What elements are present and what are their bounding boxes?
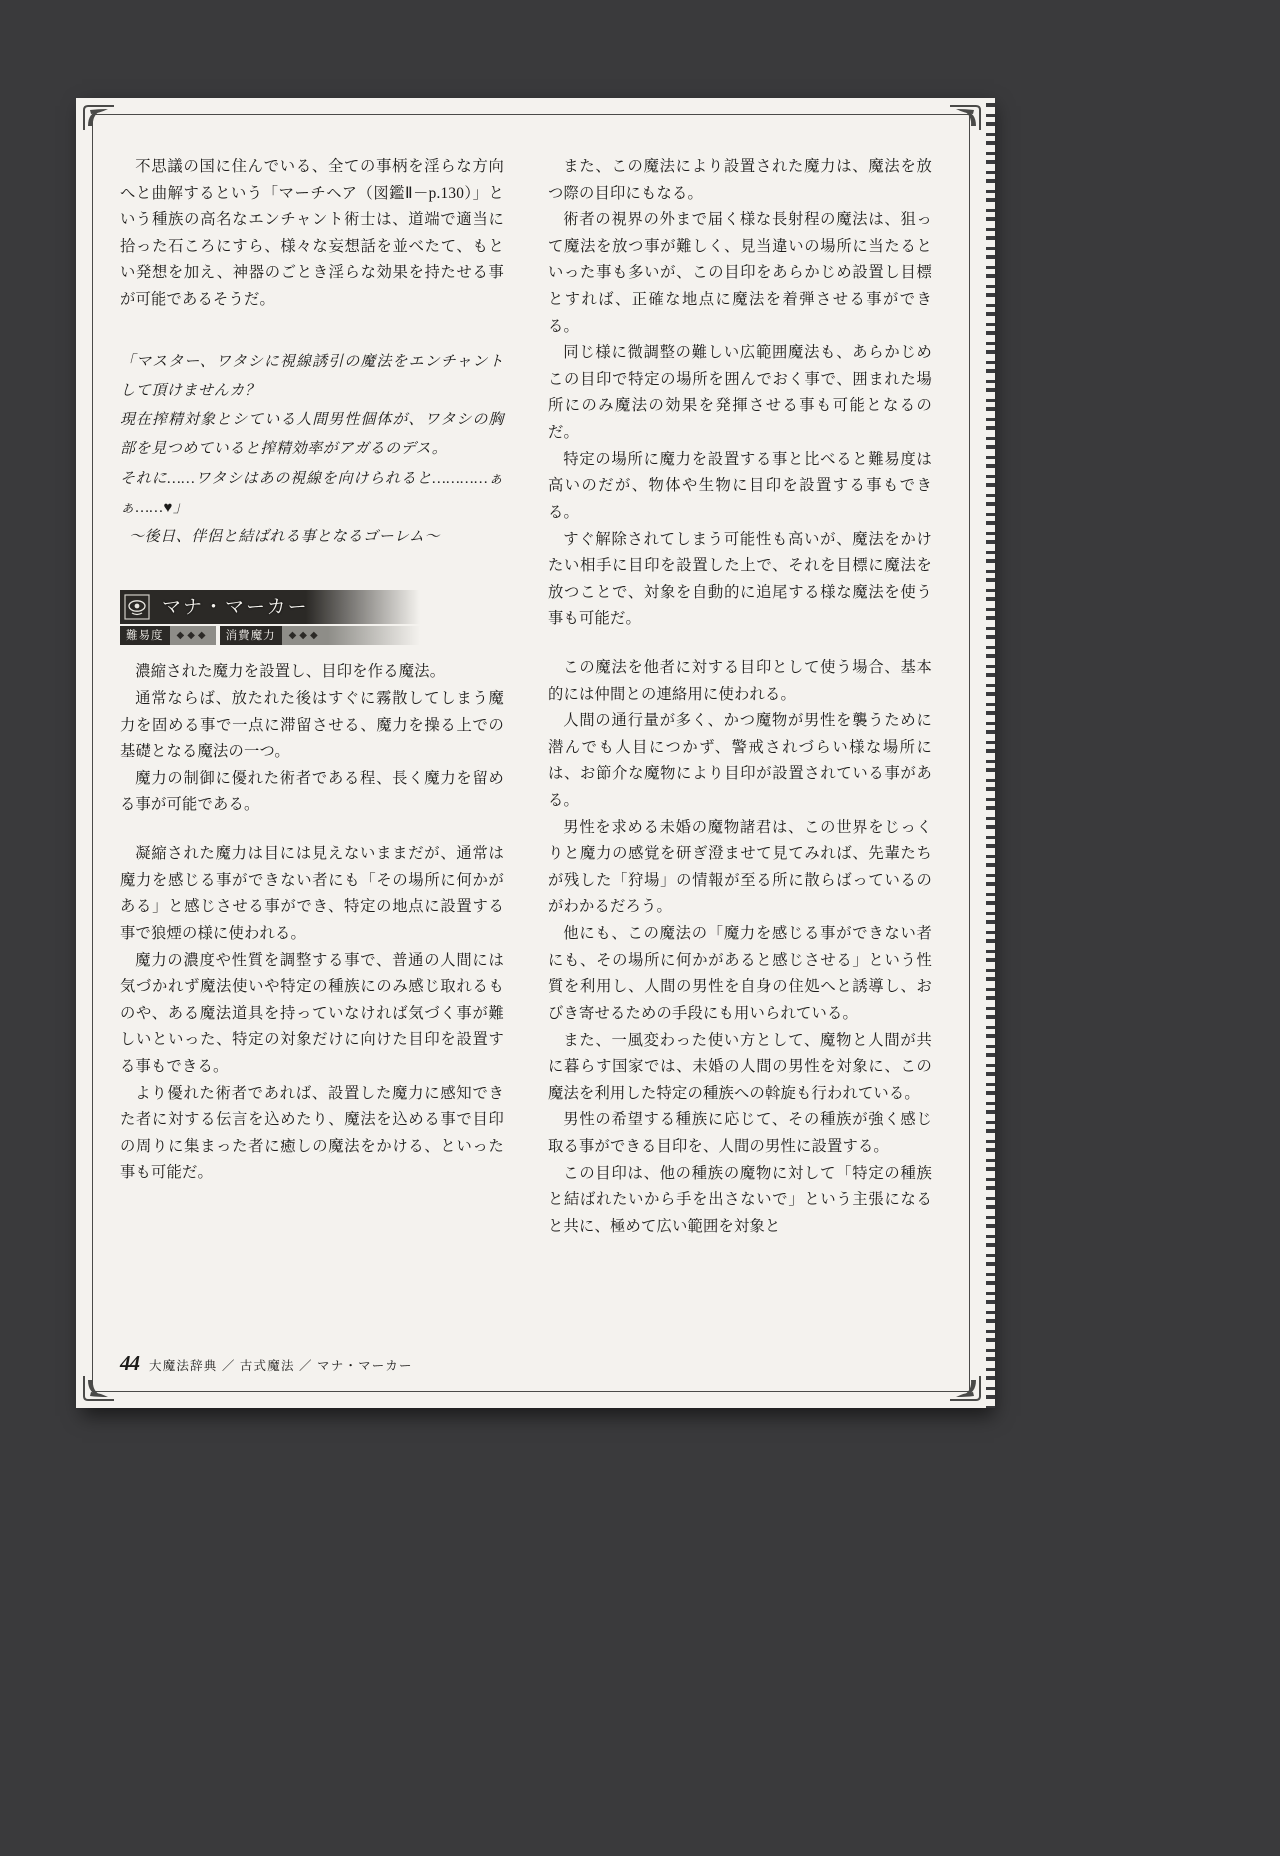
body-paragraph: 同じ様に微調整の難しい広範囲魔法も、あらかじめこの目印で特定の場所を囲んでおく事で、囲まれた場所にのみ魔法の効果を発揮させる事も可能となるのだ。 (548, 344, 932, 442)
body-paragraph: すぐ解除されてしまう可能性も高いが、魔法をかけたい相手に目印を設置した上で、それを目標に魔法を放つことで、対象を自動的に追尾する様な魔法を使う事も可能だ。 (548, 530, 932, 628)
page-footer (120, 1349, 413, 1374)
quote-attribution: ～後日、伴侶と結ばれる事となるゴーレム～ (129, 529, 441, 546)
body-paragraph: 凝縮された魔力は目には見えないままだが、通常は魔力を感じる事ができない者にも「その場所に何かがある」と感じさせる事ができ、特定の地点に設置する事で狼煙の様に使われる。 (120, 845, 504, 942)
right-column (548, 154, 932, 1284)
body-paragraph: 通常ならば、放たれた後はすぐに霧散してしまう魔力を固める事で一点に滞留させる、魔力を操る上での基礎となる魔法の一つ。 (120, 690, 504, 761)
body-paragraph: 濃縮された魔力を設置し、目印を作る魔法。 (135, 663, 446, 681)
body-paragraph: この魔法を他者に対する目印として使う場合、基本的には仲間との連絡用に使われる。 (548, 658, 932, 703)
spell-heading-block (120, 590, 504, 645)
body-paragraph: また、一風変わった使い方として、魔物と人間が共に暮らす国家では、未婚の人間の男性を対象に、この魔法を利用した特定の種族への斡旋も行われている。 (548, 1031, 932, 1102)
spell-stats-bar (120, 626, 420, 645)
body-paragraph: 人間の通行量が多く、かつ魔物が男性を襲うために潜んでも人目につかず、警戒されづらい様な場所には、お節介な魔物により目印が設置されている事がある。 (548, 712, 932, 810)
two-column-body (120, 154, 932, 1284)
body-paragraph: この目印は、他の種族の魔物に対して「特定の種族と結ばれたいから手を出さないで」という主張になると共に、極めて広い範囲を対象と (548, 1164, 932, 1235)
page-number: 44 (120, 1351, 139, 1375)
spell-title-banner (120, 590, 420, 624)
quote-line-3: それに……ワタシはあの視線を向けられると…………ぁぁ……♥」 (120, 470, 504, 516)
document-page (76, 98, 988, 1408)
quote-line-1: 「マスター、ワタシに視線誘引の魔法をエンチャントして頂けませんカ？ (120, 353, 504, 399)
body-paragraph: 魔力の制御に優れた術者である程、長く魔力を留める事が可能である。 (120, 769, 504, 814)
body-paragraph: 術者の視界の外まで届く様な長射程の魔法は、狙って魔法を放つ事が難しく、見当違いの場所に当たるといった事も多いが、この目印をあらかじめ設置し目標とすれば、正確な地点に魔法を着弾させる事ができる。 (548, 211, 932, 335)
body-paragraph: 特定の場所に魔力を設置する事と比べると難易度は高いのだが、物体や生物に目印を設置する事もできる。 (548, 450, 932, 521)
spell-title: マナ・マーカー (162, 596, 309, 618)
stat-difficulty-value: ◆◆◆ (170, 626, 216, 645)
body-paragraph: 魔力の濃度や性質を調整する事で、普通の人間には気づかれず魔法使いや特定の種族にのみ感じ取れるものや、ある魔法道具を持っていなければ気づく事が難しいといった、特定の対象だけに向けた目印を設置する事もできる。 (120, 951, 504, 1075)
intro-paragraph: 不思議の国に住んでいる、全ての事柄を淫らな方向へと曲解するという「マーチヘア（図鑑Ⅱ－p.130）」という種族の高名なエンチャント術士は、道端で適当に拾った石ころにすら、様々な妄想話を並べたて、もとい発想を加え、神器のごとき淫らな効果を持たせる事が可能であるそうだ。 (120, 158, 504, 309)
quote-line-2: 現在搾精対象とシている人間男性個体が、ワタシの胸部を見つめていると搾精効率がアガるのデス。 (120, 412, 504, 458)
body-paragraph: また、この魔法により設置された魔力は、魔法を放つ際の目印にもなる。 (548, 158, 932, 202)
left-column (120, 154, 504, 1284)
stat-mana-cost-value: ◆◆◆ (282, 626, 328, 645)
eye-sigil-icon (122, 592, 152, 622)
character-quote (120, 348, 504, 553)
body-paragraph: 男性を求める未婚の魔物諸君は、この世界をじっくりと魔力の感覚を研ぎ澄ませて見てみれば、先輩たちが残した「狩場」の情報が至る所に散らばっているのがわかるだろう。 (548, 818, 932, 916)
body-paragraph: 男性の希望する種族に応じて、その種族が強く感じ取る事ができる目印を、人間の男性に設置する。 (548, 1111, 932, 1155)
stat-mana-cost (220, 626, 328, 645)
body-paragraph: より優れた術者であれば、設置した魔力に感知できた者に対する伝言を込めたり、魔法を込める事で目印の周りに集まった者に癒しの魔法をかける、といった事も可能だ。 (120, 1084, 504, 1182)
breadcrumb: 大魔法辞典 ／ 古式魔法 ／ マナ・マーカー (149, 1359, 413, 1373)
stat-mana-cost-label: 消費魔力 (220, 626, 282, 645)
stat-bar-tail (328, 626, 420, 645)
stat-difficulty (120, 626, 216, 645)
stat-difficulty-label: 難易度 (120, 626, 170, 645)
body-paragraph: 他にも、この魔法の「魔力を感じる事ができない者にも、その場所に何かがあると感じさせる」という性質を利用し、人間の男性を自身の住処へと誘導し、おびき寄せるための手段にも用いられている。 (548, 925, 932, 1022)
